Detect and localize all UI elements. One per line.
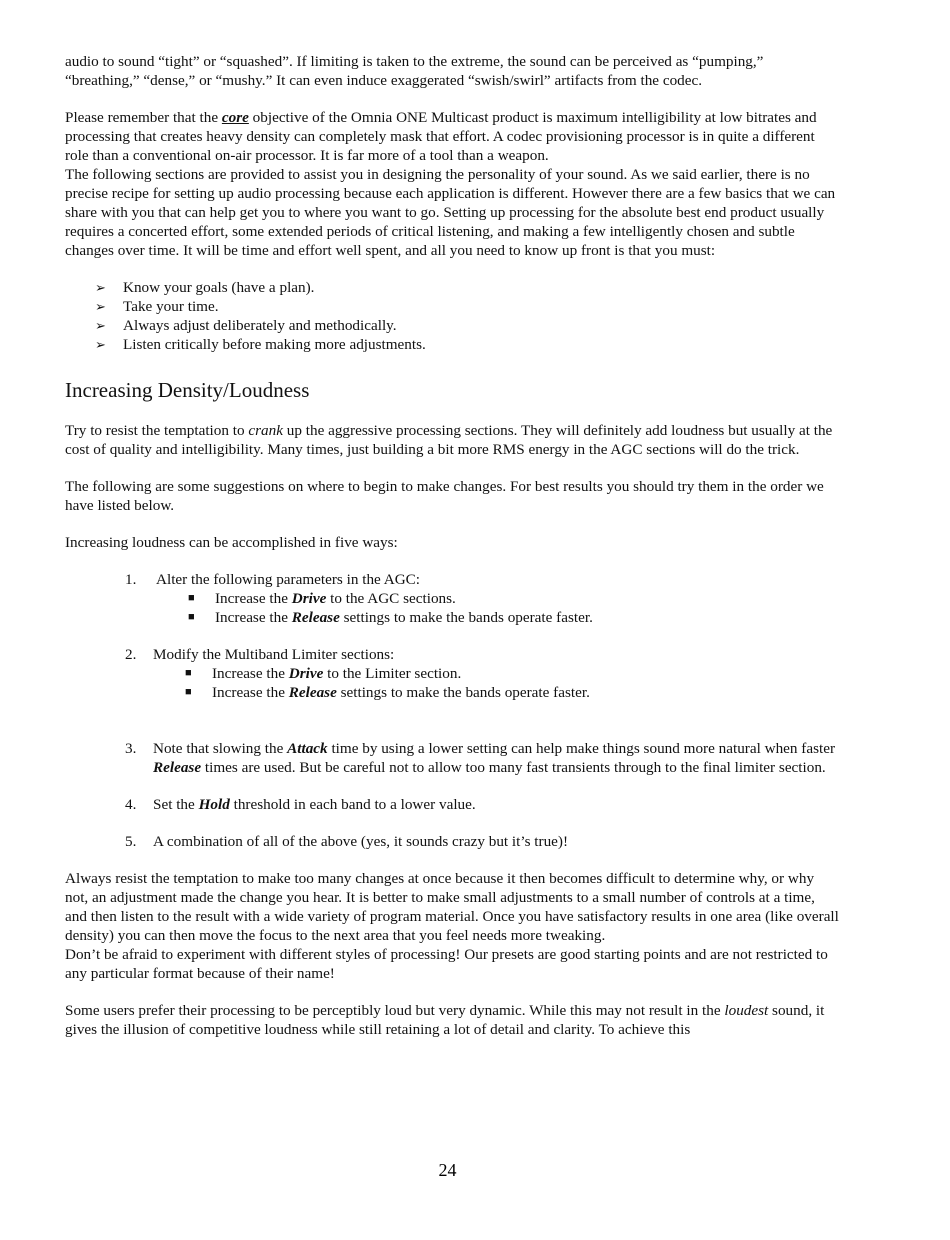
step-item-3: 3. Note that slowing the Attack time by using a lower setting can help make things sound more natural when faster Release times are used. But be careful not to allow too many fast transients through to the final limiter section. [125, 740, 836, 776]
paragraph-dynamic: Some users prefer their processing to be perceptibly loud but very dynamic. While this may not result in the loudest sound, it gives the illusion of competitive loudness while still retaining a lot of detail and clarity. To achieve this [65, 1002, 825, 1038]
paragraph-limiting: audio to sound “tight” or “squashed”. If limiting is taken to the extreme, the sound can be perceived as “pumping,” “breathing,” “dense,” or “mushy.” It can even induce exaggerated “swish/swirl” artifacts from the codec. [65, 53, 764, 89]
paragraph-five-ways: Increasing loudness can be accomplished in five ways: [65, 534, 398, 551]
sub-item: ■ Increase the Drive to the Limiter section. [185, 665, 462, 682]
list-item: ➢ Listen critically before making more adjustments. [95, 336, 426, 353]
paragraph-core-objective: Please remember that the core objective of the Omnia ONE Multicast product is maximum intelligibility at low bitrates and processing that creates heavy density can completely mask that effort. A codec provisioning processor is in quite a different role than a conventional on-air processor. It is far more of a tool than a weapon. [65, 109, 817, 164]
sub-item: ■ Increase the Release settings to make the bands operate faster. [185, 684, 590, 701]
step-item-2: 2. Modify the Multiband Limiter sections: ■ Increase the Drive to the Limiter section. ■ Increase the Release settings to make the bands operate faster. [125, 645, 840, 702]
paragraph-sections-intro: The following sections are provided to assist you in designing the personality of your sound. As we said earlier, there is no precise recipe for setting up audio processing because each application is different. However there are a few basics that we can share with you that can help get you to where you want to go. Setting up processing for the absolute best end product usually requires a concerted effort, some extended periods of critical listening, and making a few intelligently chosen and subtle changes over time. It will be time and effort well spent, and all you need to know up front is that you must: [65, 166, 836, 259]
square-bullet-icon: ■ [185, 667, 192, 679]
paragraph-experiment: Don’t be afraid to experiment with different styles of processing! Our presets are good starting points and are not restricted to any particular format because of their name! [65, 946, 828, 982]
square-bullet-icon: ■ [185, 686, 192, 698]
paragraph-resist: Always resist the temptation to make too many changes at once because it then becomes difficult to determine why, or why not, an adjustment made the change you hear. It is better to make small adjustments to a small number of controls at a time, and then listen to the result with a wide variety of program material. Once you have satisfactory results in one area (like overall density) you can then move the focus to the next area that you feel needs more tweaking. [65, 870, 839, 944]
sub-item: ■ Increase the Release settings to make the bands operate faster. [188, 609, 593, 626]
step-item-4: 4. Set the Hold threshold in each band to a lower value. [125, 796, 476, 813]
step-item-5: 5. A combination of all of the above (yes, it sounds crazy but it’s true)! [125, 833, 569, 850]
sub-list [185, 664, 840, 702]
step-item-1: 1. Alter the following parameters in the AGC: ■ Increase the Drive to the AGC sections. ■ Increase the Release settings to make the bands operate faster. [125, 570, 840, 627]
paragraph-crank: Try to resist the temptation to crank up the aggressive processing sections. They will definitely add loudness but usually at the cost of quality and intelligibility. Many times, just building a bit more RMS energy in the AGC sections will do the trick. [65, 422, 833, 458]
arrow-bullet-icon: ➢ [95, 299, 106, 314]
list-item: ➢ Know your goals (have a plan). [95, 279, 315, 296]
list-item: ➢ Take your time. [95, 298, 219, 315]
list-item: ➢ Always adjust deliberately and methodically. [95, 317, 397, 334]
arrow-bullet-icon: ➢ [95, 318, 106, 333]
sub-item: ■ Increase the Drive to the AGC sections. [188, 590, 456, 607]
steps-list [125, 570, 840, 851]
paragraph-suggestions: The following are some suggestions on where to begin to make changes. For best results you should try them in the order we have listed below. [65, 478, 824, 514]
arrow-bullet-icon: ➢ [95, 280, 106, 295]
document-page [65, 52, 840, 1039]
section-heading: Increasing Density/Loudness [65, 378, 310, 402]
page-number: 24 [438, 1160, 457, 1180]
arrow-bullet-icon: ➢ [95, 337, 106, 352]
must-list [95, 278, 840, 354]
sub-list [188, 589, 840, 627]
square-bullet-icon: ■ [188, 592, 195, 604]
core-emphasis: core [221, 109, 249, 126]
square-bullet-icon: ■ [188, 611, 195, 623]
